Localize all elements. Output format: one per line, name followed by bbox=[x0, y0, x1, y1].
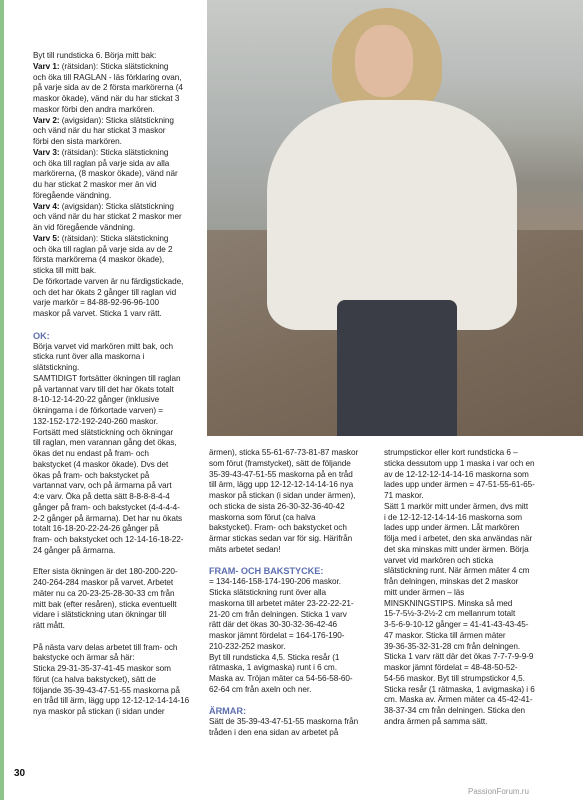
text-line: 2-2 gånger på ärmarna). Det har nu ökats bbox=[33, 513, 183, 523]
text-line: Fortsätt med slätstickning och ökningar bbox=[33, 427, 174, 437]
text-line: gånger på fram- och bakstycket (4-4-4-4- bbox=[33, 502, 180, 512]
text-line: 62-64 cm från axeln och ner. bbox=[209, 684, 312, 694]
col1-para-1 bbox=[33, 51, 205, 320]
text-line: bakstycket (4 maskor ökade). Dvs det bbox=[33, 459, 169, 469]
text-line: 15-7-5½-3-2½-2 cm mellanrum totalt bbox=[384, 609, 516, 619]
text-line: På nästa varv delas arbetet till fram- och bbox=[33, 642, 178, 652]
photo-white-sweater bbox=[267, 100, 517, 330]
text-line: Sätt de 35-39-43-47-51-55 maskorna från bbox=[209, 717, 359, 727]
column-3 bbox=[384, 448, 574, 728]
text-line: maskorna som förut (ca halva bbox=[209, 512, 316, 522]
text-line: Varv 2: (avigsidan): Sticka slätstickning bbox=[33, 115, 174, 125]
text-line: maskorna till arbetet mäter 23-22-22-21- bbox=[209, 598, 354, 608]
model-photo bbox=[207, 0, 583, 436]
text-line: ökas på fram- och bakstycket på bbox=[33, 470, 150, 480]
column-1 bbox=[33, 51, 205, 718]
text-line: maskor förbi den andra markören. bbox=[33, 104, 155, 114]
text-line: förut (ca halva bakstycket), sätt de bbox=[33, 674, 156, 684]
text-line: mitt bak (efter resåren), sticka eventuellt bbox=[33, 599, 177, 609]
text-line: De förkortade varven är nu färdigstickade, bbox=[33, 276, 184, 286]
text-line: 35-39-43-47-51-55 maskorna på en tråd bbox=[209, 469, 353, 479]
photo-jeans bbox=[337, 300, 457, 436]
text-line: än vid föregående vändning. bbox=[33, 223, 135, 232]
text-line: maskor jämnt fördelat = 164-176-190- bbox=[209, 631, 345, 640]
text-line: sticka dessutom upp 1 maska i var och en bbox=[384, 458, 535, 468]
col1-para-2 bbox=[33, 342, 205, 557]
text-line: Sticka slätstickning runt över alla bbox=[209, 588, 327, 597]
col3-para-1 bbox=[384, 448, 574, 728]
text-line: Varv 4: (avigsidan): Sticka slätstickning bbox=[33, 201, 174, 211]
text-line: lades upp under ärmen. Låt markören bbox=[384, 523, 520, 533]
text-line: och sticka de sista 26-30-32-36-40-42 bbox=[209, 501, 345, 511]
text-line: på vartannat varv till det har ökats totalt bbox=[33, 384, 174, 394]
text-line: totalt 16-18-20-22-24-26 gånger på bbox=[33, 524, 159, 534]
text-line: förbi den sista markören. bbox=[33, 137, 122, 146]
text-line: 21-20 cm från delningen. Sticka 1 varv bbox=[209, 609, 347, 619]
text-line: bakstycke och ärmar så här: bbox=[33, 653, 135, 663]
column-2 bbox=[209, 448, 381, 739]
text-line: Varv 1: (rätsidan): Sticka slätstickning bbox=[33, 61, 169, 71]
text-line: följa med i arbetet, den ska användas när bbox=[384, 534, 533, 543]
text-line: rätmaska, 1 avigmaska) runt i 6 cm. bbox=[209, 663, 337, 673]
text-line: till ärm, lägg upp 12-12-12-14-14-16 nya bbox=[209, 480, 354, 490]
text-line: och det har ökats 2 gånger till raglan vid bbox=[33, 287, 177, 297]
text-line: och vänd när du har stickat 2 maskor mer bbox=[33, 212, 182, 222]
text-line: fram- och bakstycket och 12-14-16-18-22- bbox=[33, 535, 184, 544]
text-line: Byt till rundsticka 4,5. Sticka resår (1 bbox=[209, 652, 340, 662]
text-line: MINSKNINGSTIPS. Minska så med bbox=[384, 598, 513, 608]
text-line: Varv 3: (rätsidan): Sticka slätstickning bbox=[33, 147, 169, 157]
text-line: föregående vändning. bbox=[33, 190, 112, 200]
text-line: andra ärmen på samma sätt. bbox=[384, 716, 488, 726]
text-line: nya maskor på stickan (i sidan under bbox=[33, 707, 165, 716]
text-line: Sticka 1 varv rätt där det ökas 7-7-7-9-9-9 bbox=[384, 652, 534, 662]
text-line: Byt till rundsticka 6. Börja mitt bak: bbox=[33, 51, 157, 60]
photo-model-face bbox=[355, 25, 413, 97]
page-number: 30 bbox=[14, 768, 26, 779]
text-line: 8-10-12-14-20-22 gånger (inklusive bbox=[33, 395, 160, 405]
text-line: ökningarna i de förkortade varven) = bbox=[33, 406, 163, 415]
text-line: 210-232-252 maskor. bbox=[209, 641, 286, 651]
text-line: i de 12-12-12-14-14-16 maskorna som bbox=[384, 512, 522, 522]
text-line: SAMTIDIGT fortsätter ökningen till raglan bbox=[33, 373, 181, 383]
text-line: Varv 5: (rätsidan): Sticka slätstickning bbox=[33, 233, 169, 243]
text-line: en tråd till ärm, lägg upp 12-12-12-14-14-16 bbox=[33, 696, 190, 706]
text-line: Sätt 1 markör mitt under ärmen, dvs mitt bbox=[384, 501, 529, 511]
text-line: 38-37-34 cm från delningen. Sticka den bbox=[384, 706, 526, 715]
text-line: följande 35-39-43-47-51-55 maskorna på bbox=[33, 685, 180, 695]
text-line: sticka till mitt bak. bbox=[33, 266, 97, 275]
text-line: 24 gånger på ärmarna. bbox=[33, 545, 116, 555]
text-line: bakstycket). Fram- och bakstycket och bbox=[209, 523, 347, 533]
text-line: 240-264-284 maskor på varvet. Arbetet bbox=[33, 578, 174, 587]
text-line: som förut (framstycket), sätt de följande bbox=[209, 458, 351, 468]
text-line: varje markör = 84-88-92-96-96-100 bbox=[33, 298, 160, 308]
text-line: varvet vid markören och sticka bbox=[384, 555, 494, 565]
text-line: cm. Maska av. Ärmen mäter ca 45-42-41- bbox=[384, 695, 533, 705]
text-line: 4:e varv. Öka på detta sätt 8-8-8-8-4-4 bbox=[33, 492, 170, 501]
text-line: vartannat varv, och på ärmarna på vart bbox=[33, 481, 172, 491]
page-edge-stripe bbox=[0, 0, 4, 800]
text-line: och öka till raglan på varje sida av alla bbox=[33, 158, 170, 168]
text-line: maskor på stickan (i sidan under ärmen), bbox=[209, 491, 356, 500]
text-line: på varje sida av de 2 första markörerna (4 bbox=[33, 83, 183, 93]
text-line: strumpstickor eller kort rundsticka 6 – bbox=[384, 448, 518, 457]
heading-armar: ÄRMAR: bbox=[209, 706, 246, 717]
text-line: maskor på varvet. Sticka 1 varv rätt. bbox=[33, 309, 162, 318]
col2-para-3 bbox=[209, 717, 381, 739]
text-line: mitt under ärmen – läs bbox=[384, 587, 465, 597]
col1-para-3 bbox=[33, 567, 205, 632]
text-line: lades upp under ärmen = 47-51-55-61-65- bbox=[384, 480, 535, 490]
text-line: 47 maskor. Sticka till ärmen mäter bbox=[384, 630, 506, 640]
text-line: = 134-146-158-174-190-206 maskor. bbox=[209, 577, 341, 587]
text-line: slätstickning. bbox=[33, 363, 80, 372]
text-line: slätstickning runt. När ärmen mäter 4 cm bbox=[384, 566, 530, 576]
text-line: vidare i slätstickning utan ökningar till bbox=[33, 610, 167, 620]
text-line: första markörerna (4 maskor ökade), bbox=[33, 255, 165, 265]
heading-ok: OK: bbox=[33, 330, 50, 341]
text-line: ärmen), sticka 55-61-67-73-81-87 maskor bbox=[209, 448, 359, 457]
text-line: mäter nu ca 20-23-25-28-30-33 cm från bbox=[33, 588, 175, 598]
text-line: rätt där det ökas 30-30-32-36-42-46 bbox=[209, 620, 337, 630]
col2-para-1 bbox=[209, 448, 381, 556]
col2-para-2 bbox=[209, 577, 381, 695]
text-line: maskor ökade), vänd när du har stickat 3 bbox=[33, 94, 180, 103]
text-line: Sticka resår (1 rätmaska, 1 avigmaska) i 6 bbox=[384, 684, 535, 694]
heading-fram-och-bakstycke: FRAM- OCH BAKSTYCKE: bbox=[209, 566, 324, 577]
text-line: 39-36-35-32-31-28 cm från delningen. bbox=[384, 641, 521, 651]
text-line: 71 maskor. bbox=[384, 491, 424, 500]
text-line: sticka runt över alla maskorna i bbox=[33, 352, 145, 362]
text-line: ökas det nu endast på fram- och bbox=[33, 449, 149, 458]
text-line: från delningen, minskas det 2 maskor bbox=[384, 577, 519, 586]
text-line: rätt mått. bbox=[33, 621, 65, 630]
text-line: av de 12-12-12-14-14-16 maskorna som bbox=[384, 469, 529, 479]
text-line: tråden i den ena sidan av arbetet på bbox=[209, 728, 339, 737]
text-line: 54-56 maskor. Byt till strumpstickor 4,5. bbox=[384, 673, 525, 683]
text-line: Börja varvet vid markören mitt bak, och bbox=[33, 341, 174, 351]
watermark: PassionForum.ru bbox=[468, 787, 529, 796]
text-line: 3-5-6-9-10-12 gånger = 41-41-43-43-45- bbox=[384, 620, 529, 629]
text-line: och vänd när du har stickat 3 maskor bbox=[33, 126, 166, 136]
text-line: Sticka 29-31-35-37-41-45 maskor som bbox=[33, 664, 171, 673]
text-line: du har stickat 2 maskor mer än vid bbox=[33, 180, 157, 189]
text-line: markörerna, (8 maskor ökade), vänd när bbox=[33, 169, 178, 179]
text-line: ärmar stickas sedan var för sig. Härifrån bbox=[209, 534, 353, 543]
text-line: Efter sista ökningen är det 180-200-220- bbox=[33, 567, 178, 577]
text-line: mäts arbetet sedan! bbox=[209, 544, 281, 554]
text-line: och öka till raglan på varje sida av de 2 bbox=[33, 244, 173, 254]
text-line: till raglan, men varannan gång det ökas, bbox=[33, 438, 177, 448]
text-line: maskor jämnt fördelat = 48-48-50-52- bbox=[384, 663, 518, 672]
text-line: det ska minskas mitt under ärmen. Börja bbox=[384, 544, 529, 554]
col1-para-4 bbox=[33, 643, 205, 718]
text-line: Maska av. Tröjan mäter ca 54-56-58-60- bbox=[209, 674, 353, 683]
text-line: och öka till RAGLAN - läs förklaring ovan, bbox=[33, 72, 182, 82]
text-line: 132-152-172-192-240-260 maskor. bbox=[33, 416, 158, 426]
